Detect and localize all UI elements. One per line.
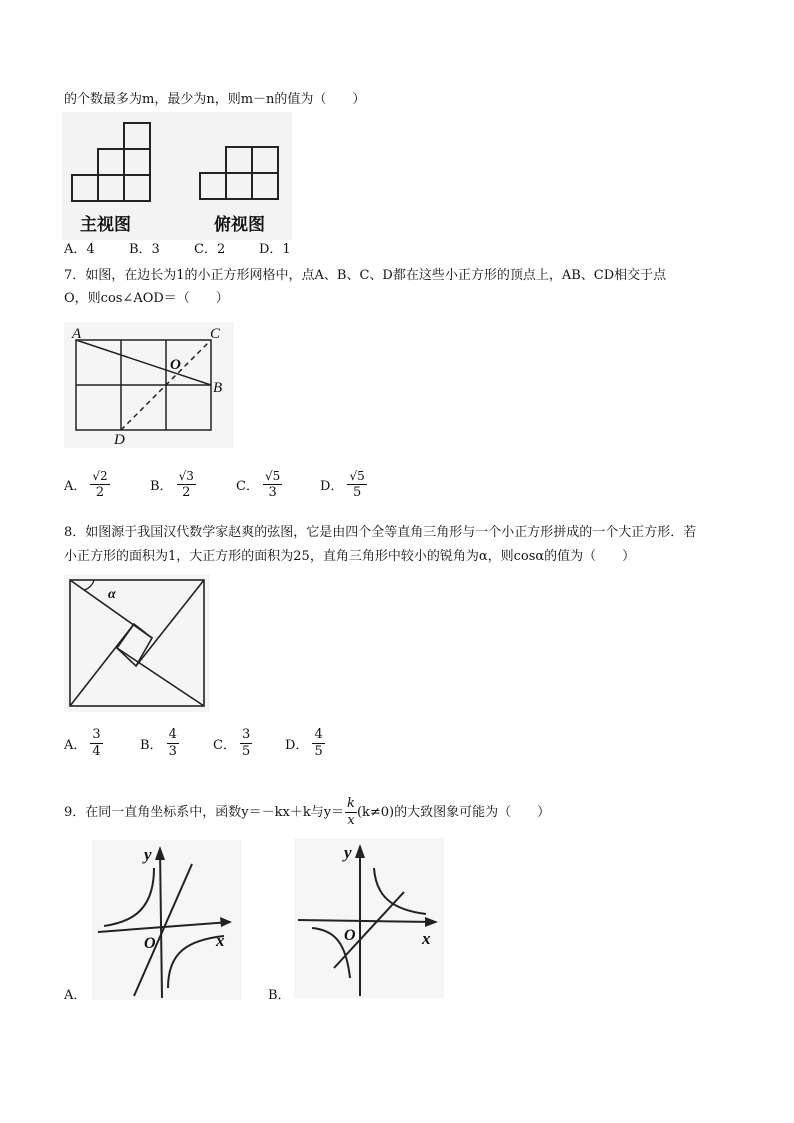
q8-option-c-denominator: 5 xyxy=(241,744,251,759)
q7-option-c-numerator: √5 xyxy=(264,469,281,483)
figure-background xyxy=(64,574,210,712)
point-o-label: O xyxy=(170,357,181,373)
q6-option-c: C．2 xyxy=(194,242,226,257)
q7-option-b-numerator: √3 xyxy=(178,469,194,483)
q7-option-d-label: D． xyxy=(320,479,344,494)
q9-frac-denominator: x xyxy=(347,813,355,828)
q8-xian-tu-figure xyxy=(64,574,210,712)
point-c-label: C xyxy=(210,326,221,342)
q7-grid-figure xyxy=(64,322,234,448)
q7-option-b-denominator: 2 xyxy=(182,485,191,500)
y-axis-label: y xyxy=(144,845,152,864)
q7-option-b xyxy=(150,468,196,501)
q9-option-b: B． xyxy=(268,988,291,1003)
q8-option-b-denominator: 3 xyxy=(168,744,177,759)
q7-option-d-numerator: √5 xyxy=(349,469,365,483)
q8-option-d-denominator: 5 xyxy=(314,744,323,759)
y-axis-label: y xyxy=(344,843,352,862)
q7-option-a-denominator: 2 xyxy=(95,485,105,500)
q8-stem-line2: 小正方形的面积为1，大正方形的面积为25，直角三角形中较小的锐角为α，则cosα的值为（ ） xyxy=(64,549,636,564)
q8-option-b-numerator: 4 xyxy=(168,727,177,742)
q8-option-d xyxy=(285,727,325,760)
q7-option-a-numerator: √2 xyxy=(92,469,108,483)
origin-label: O xyxy=(344,927,356,944)
q7-option-a-label: A． xyxy=(64,479,87,494)
q8-option-c-label: C． xyxy=(213,738,236,753)
point-a-label: A xyxy=(72,326,82,342)
x-axis-label: x xyxy=(216,931,225,950)
front-view-label: 主视图 xyxy=(80,215,131,234)
q8-stem-line1: 8．如图源于我国汉代数学家赵爽的弦图，它是由四个全等直角三角形与一个小正方形拼成的一个大正方形．若 xyxy=(64,525,697,540)
point-b-label: B xyxy=(213,380,223,396)
q7-stem-line1: 7．如图，在边长为1的小正方形网格中，点A、B、C、D都在这些小正方形的顶点上，AB、CD相交于点 xyxy=(64,268,667,283)
q7-option-b-label: B． xyxy=(150,479,173,494)
q6-three-views-figure xyxy=(62,112,292,240)
x-axis-label: x xyxy=(422,929,431,948)
q8-option-c-numerator: 3 xyxy=(241,727,251,742)
q7-option-d-denominator: 5 xyxy=(352,485,362,500)
q6-option-d: D．1 xyxy=(259,242,291,257)
q9-graph-b xyxy=(294,838,444,998)
figure-background xyxy=(294,838,444,998)
q8-option-d-label: D． xyxy=(285,738,309,753)
q8-option-a-label: A． xyxy=(64,738,87,753)
q7-option-c-label: C． xyxy=(236,479,259,494)
q8-option-a-denominator: 4 xyxy=(92,744,101,759)
origin-label: O xyxy=(144,935,156,952)
q9-stem xyxy=(64,796,550,829)
q6-stem-continued: 的个数最多为m，最少为n，则m－n的值为（ ） xyxy=(64,92,366,107)
q9-frac-numerator: k xyxy=(347,796,355,811)
q9-option-a: A． xyxy=(64,988,87,1003)
q8-option-a-numerator: 3 xyxy=(92,727,101,742)
q6-option-b: B．3 xyxy=(129,242,160,257)
q9-graph-a xyxy=(92,840,242,1000)
q8-option-c xyxy=(213,727,252,760)
q7-stem-line2: O，则cos∠AOD＝（ ） xyxy=(64,291,229,306)
q8-option-b-label: B． xyxy=(140,738,163,753)
q8-option-b xyxy=(140,727,179,760)
q6-option-a: A．4 xyxy=(64,242,95,257)
q7-option-d xyxy=(320,468,367,501)
q7-option-c xyxy=(236,468,282,501)
q9-stem-a: 9．在同一直角坐标系中，函数y＝－kx＋k与y＝ xyxy=(64,805,345,820)
q9-stem-b: (k≠0)的大致图象可能为（ ） xyxy=(356,805,551,820)
q7-option-a xyxy=(64,468,110,501)
angle-alpha-label: α xyxy=(108,587,116,602)
q7-option-c-denominator: 3 xyxy=(268,485,277,500)
top-view-label: 俯视图 xyxy=(214,215,265,234)
q8-option-a xyxy=(64,727,103,760)
point-d-label: D xyxy=(114,432,125,448)
q8-option-d-numerator: 4 xyxy=(314,727,323,742)
